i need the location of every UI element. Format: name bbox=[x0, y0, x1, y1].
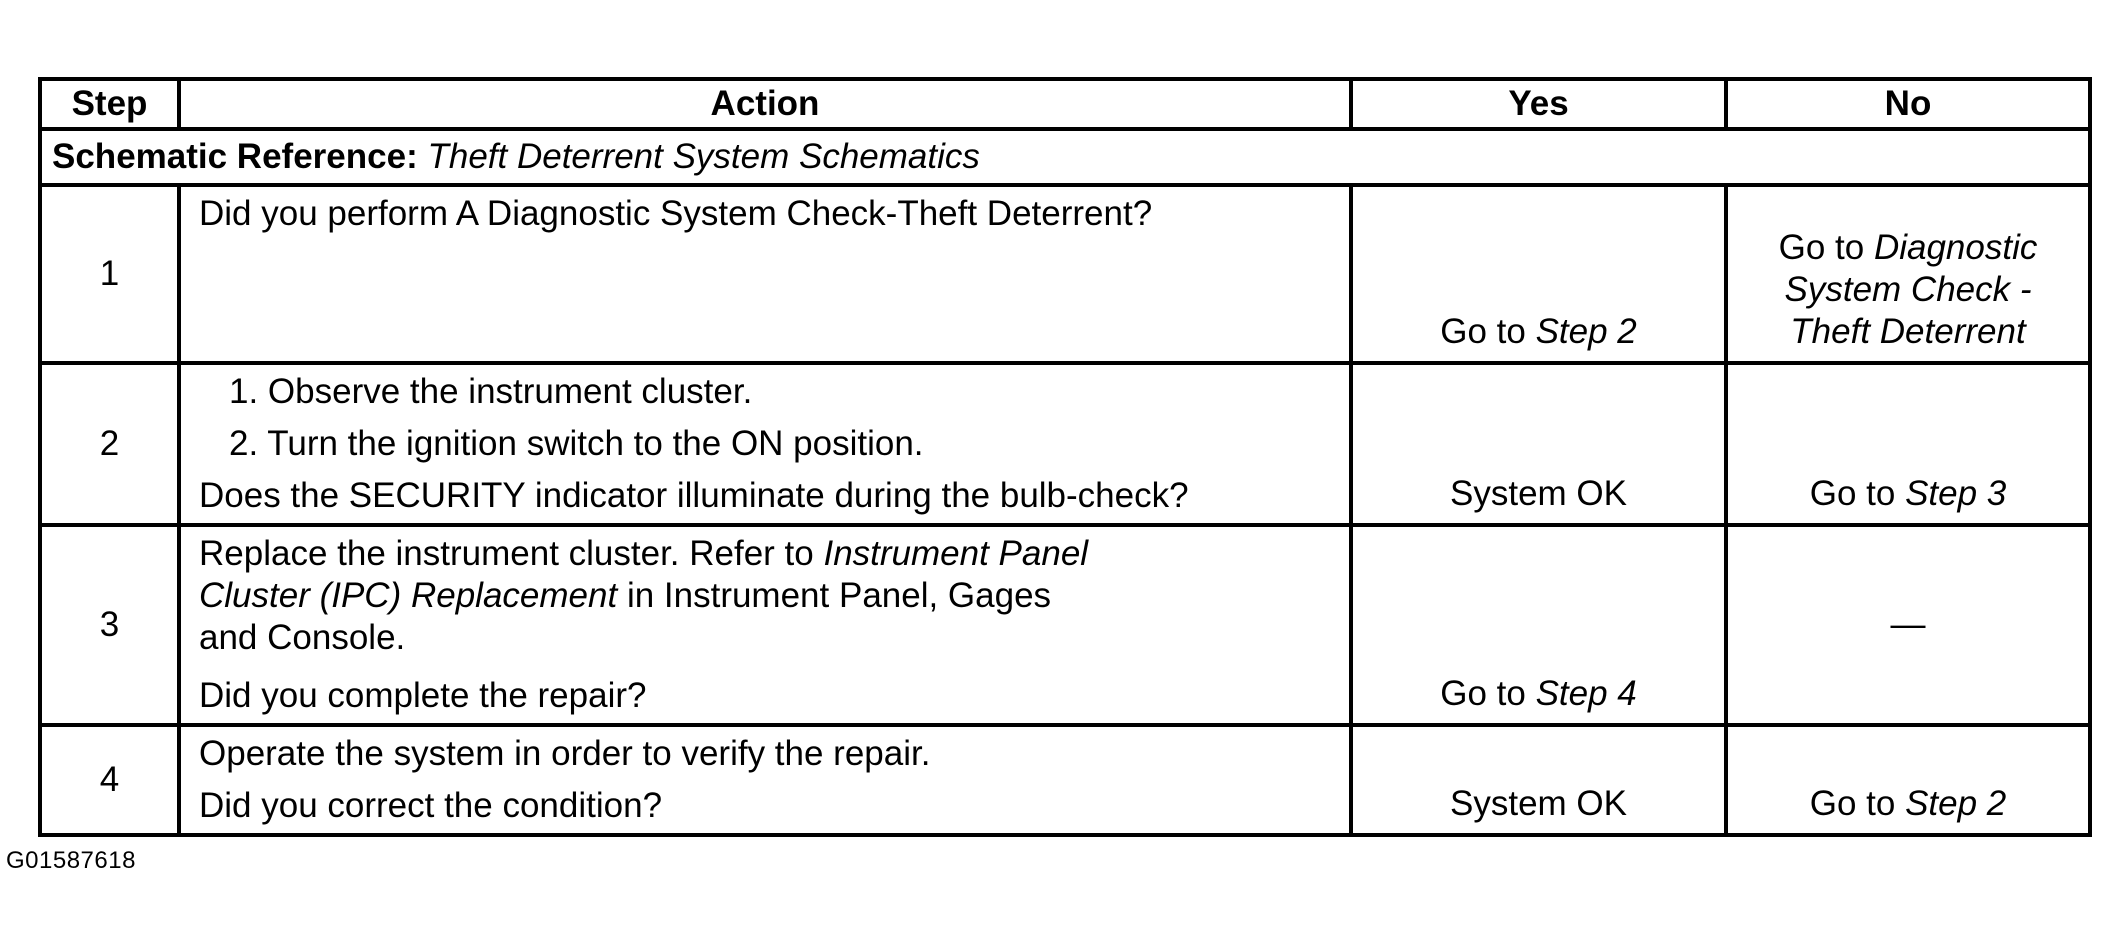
no-prefix: Go to bbox=[1778, 228, 1865, 267]
no-cell bbox=[1726, 185, 2090, 363]
header-no: No bbox=[1726, 79, 2090, 129]
action-question: Does the SECURITY indicator illuminate during the bulb-check? bbox=[199, 476, 1189, 515]
action-cell bbox=[179, 185, 1351, 363]
no-link-part-2[interactable]: System Check - bbox=[1784, 270, 2032, 309]
no-cell bbox=[1726, 363, 2090, 525]
header-action: Action bbox=[179, 79, 1351, 129]
no-cell: — bbox=[1726, 525, 2090, 725]
yes-step-link[interactable]: Step 4 bbox=[1535, 674, 1637, 713]
figure-id: G01587618 bbox=[6, 847, 136, 874]
action-question: Did you perform A Diagnostic System Check-Theft Deterrent? bbox=[199, 194, 1153, 233]
no-link-part-3[interactable]: Theft Deterrent bbox=[1790, 312, 2026, 351]
step-number: 2 bbox=[40, 363, 179, 525]
table-row bbox=[40, 185, 2090, 363]
no-step-link[interactable]: Step 3 bbox=[1905, 474, 2007, 513]
yes-cell: System OK bbox=[1351, 363, 1726, 525]
table-row bbox=[40, 363, 2090, 525]
schematic-reference-label: Schematic Reference: bbox=[52, 137, 418, 176]
header-yes: Yes bbox=[1351, 79, 1726, 129]
action-list-item: 1. Observe the instrument cluster. bbox=[229, 372, 753, 411]
schematic-reference-link[interactable]: Theft Deterrent System Schematics bbox=[427, 137, 980, 176]
action-list-item: 2. Turn the ignition switch to the ON position. bbox=[229, 424, 924, 463]
procedure-link-part-1[interactable]: Instrument Panel bbox=[823, 534, 1089, 573]
table-row bbox=[40, 525, 2090, 725]
no-step-link[interactable]: Step 2 bbox=[1905, 784, 2007, 823]
action-cell bbox=[179, 363, 1351, 525]
step-number: 3 bbox=[40, 525, 179, 725]
action-question: Did you complete the repair? bbox=[199, 676, 647, 715]
header-row bbox=[40, 79, 2090, 129]
no-cell bbox=[1726, 725, 2090, 835]
yes-cell bbox=[1351, 525, 1726, 725]
table-row bbox=[40, 725, 2090, 835]
yes-cell: System OK bbox=[1351, 725, 1726, 835]
schematic-reference-cell bbox=[40, 129, 2090, 185]
yes-prefix: Go to bbox=[1440, 312, 1526, 351]
no-link-part-1[interactable]: Diagnostic bbox=[1873, 228, 2038, 267]
action-text: and Console. bbox=[199, 618, 406, 657]
action-question: Did you correct the condition? bbox=[199, 786, 663, 825]
action-cell bbox=[179, 725, 1351, 835]
no-prefix: Go to bbox=[1809, 474, 1896, 513]
action-text: Replace the instrument cluster. Refer to bbox=[199, 534, 814, 573]
no-prefix: Go to bbox=[1809, 784, 1896, 823]
procedure-link-part-2[interactable]: Cluster (IPC) Replacement bbox=[199, 576, 618, 615]
yes-cell bbox=[1351, 185, 1726, 363]
step-number: 4 bbox=[40, 725, 179, 835]
action-cell bbox=[179, 525, 1351, 725]
header-step: Step bbox=[40, 79, 179, 129]
action-instruction: Operate the system in order to verify the repair. bbox=[199, 734, 931, 773]
schematic-reference-row bbox=[40, 129, 2090, 185]
diagnostic-table bbox=[38, 77, 2092, 837]
action-text: in Instrument Panel, Gages bbox=[626, 576, 1052, 615]
yes-prefix: Go to bbox=[1440, 674, 1526, 713]
yes-step-link[interactable]: Step 2 bbox=[1535, 312, 1637, 351]
step-number: 1 bbox=[40, 185, 179, 363]
action-instruction bbox=[199, 533, 1335, 659]
